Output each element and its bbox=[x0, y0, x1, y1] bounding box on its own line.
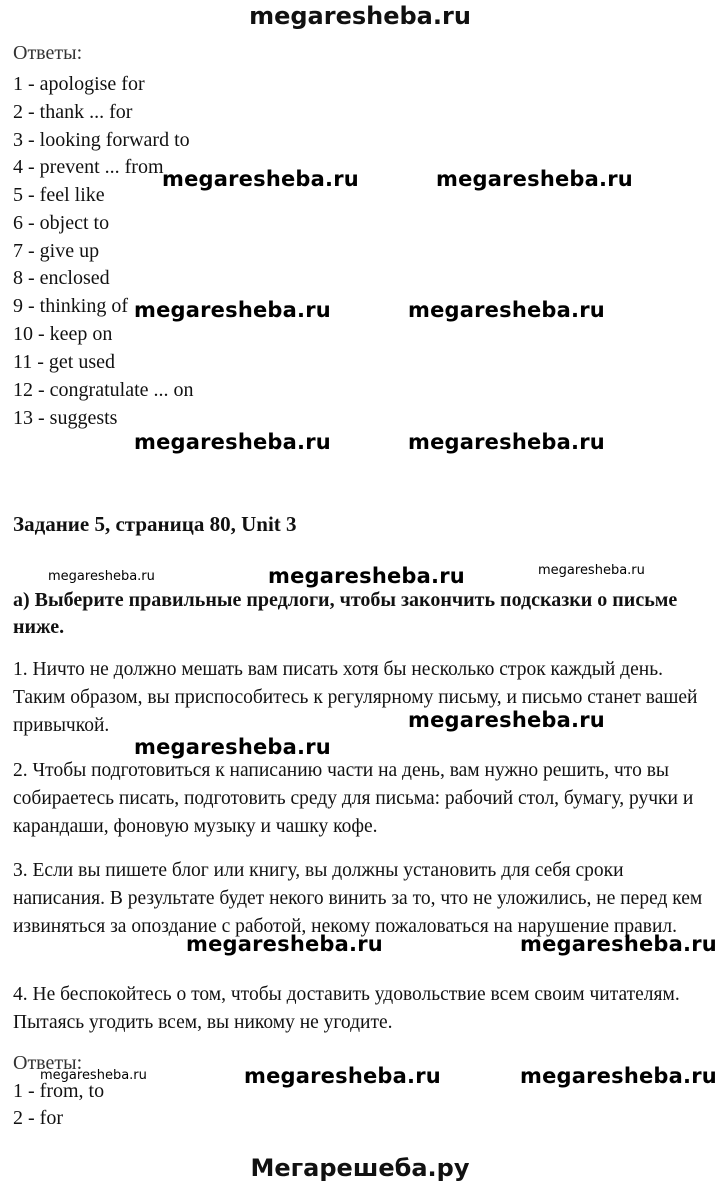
watermark: megaresheba.ru bbox=[244, 1064, 441, 1088]
answer-item: 1 - from, to bbox=[13, 1080, 105, 1102]
task-instruction: а) Выберите правильные предлоги, чтобы закончить подсказки о письме ниже. bbox=[13, 589, 678, 638]
task-paragraph: 3. Если вы пишете блог или книгу, вы должны установить для себя сроки написания. В результате будет некого винить за то, что не уложились, не перед кем извиняться за опоздание с работой, некому пожаловаться на нарушение правил. bbox=[13, 860, 703, 937]
watermark: megaresheba.ru bbox=[408, 298, 605, 322]
watermark: megaresheba.ru bbox=[268, 564, 465, 588]
watermark: megaresheba.ru bbox=[162, 167, 359, 191]
watermark: megaresheba.ru bbox=[436, 167, 633, 191]
answer-item: 13 - suggests bbox=[13, 407, 118, 429]
task-paragraph: 1. Ничто не должно мешать вам писать хотя бы несколько строк каждый день. Таким образом, вы приспособитесь к регулярному письму, и письмо станет вашей привычкой. bbox=[13, 659, 698, 736]
answer-item: 3 - looking forward to bbox=[13, 129, 190, 151]
answers-label: Ответы: bbox=[13, 42, 83, 64]
watermark: megaresheba.ru bbox=[538, 563, 645, 578]
answer-item: 2 - for bbox=[13, 1107, 63, 1129]
watermark: megaresheba.ru bbox=[408, 430, 605, 454]
task-heading: Задание 5, страница 80, Unit 3 bbox=[13, 512, 297, 536]
answer-item: 7 - give up bbox=[13, 240, 100, 262]
watermark: megaresheba.ru bbox=[134, 735, 331, 759]
watermark: megaresheba.ru bbox=[408, 708, 605, 732]
footer-site-title: Мегарешеба.ру bbox=[250, 1154, 470, 1182]
watermark: megaresheba.ru bbox=[134, 298, 331, 322]
task-paragraph: 4. Не беспокойтесь о том, чтобы доставить удовольствие всем своим читателям. Пытаясь угодить всем, вы никому не угодите. bbox=[13, 984, 680, 1033]
watermark: megaresheba.ru bbox=[520, 1064, 717, 1088]
answer-item: 5 - feel like bbox=[13, 184, 105, 206]
watermark: megaresheba.ru bbox=[520, 932, 717, 956]
answer-item: 10 - keep on bbox=[13, 323, 113, 345]
answer-item: 12 - congratulate ... on bbox=[13, 379, 194, 401]
task-paragraph: 2. Чтобы подготовиться к написанию части на день, вам нужно решить, что вы собираетесь писать, подготовить среду для письма: рабочий стол, бумагу, ручки и карандаши, фоновую музыку и чашку кофе. bbox=[13, 760, 694, 837]
answer-item: 2 - thank ... for bbox=[13, 101, 133, 123]
answer-item: 6 - object to bbox=[13, 212, 110, 234]
answers-label: Ответы: bbox=[13, 1052, 83, 1074]
watermark: megaresheba.ru bbox=[48, 569, 155, 584]
answer-item: 4 - prevent ... from bbox=[13, 156, 164, 178]
answer-item: 11 - get used bbox=[13, 351, 116, 373]
answer-item: 8 - enclosed bbox=[13, 267, 110, 289]
watermark: megaresheba.ru bbox=[134, 430, 331, 454]
watermark: megaresheba.ru bbox=[40, 1068, 147, 1083]
answer-item: 1 - apologise for bbox=[13, 73, 145, 95]
header-site-title: megaresheba.ru bbox=[249, 2, 471, 30]
answer-item: 9 - thinking of bbox=[13, 295, 128, 317]
watermark: megaresheba.ru bbox=[186, 932, 383, 956]
